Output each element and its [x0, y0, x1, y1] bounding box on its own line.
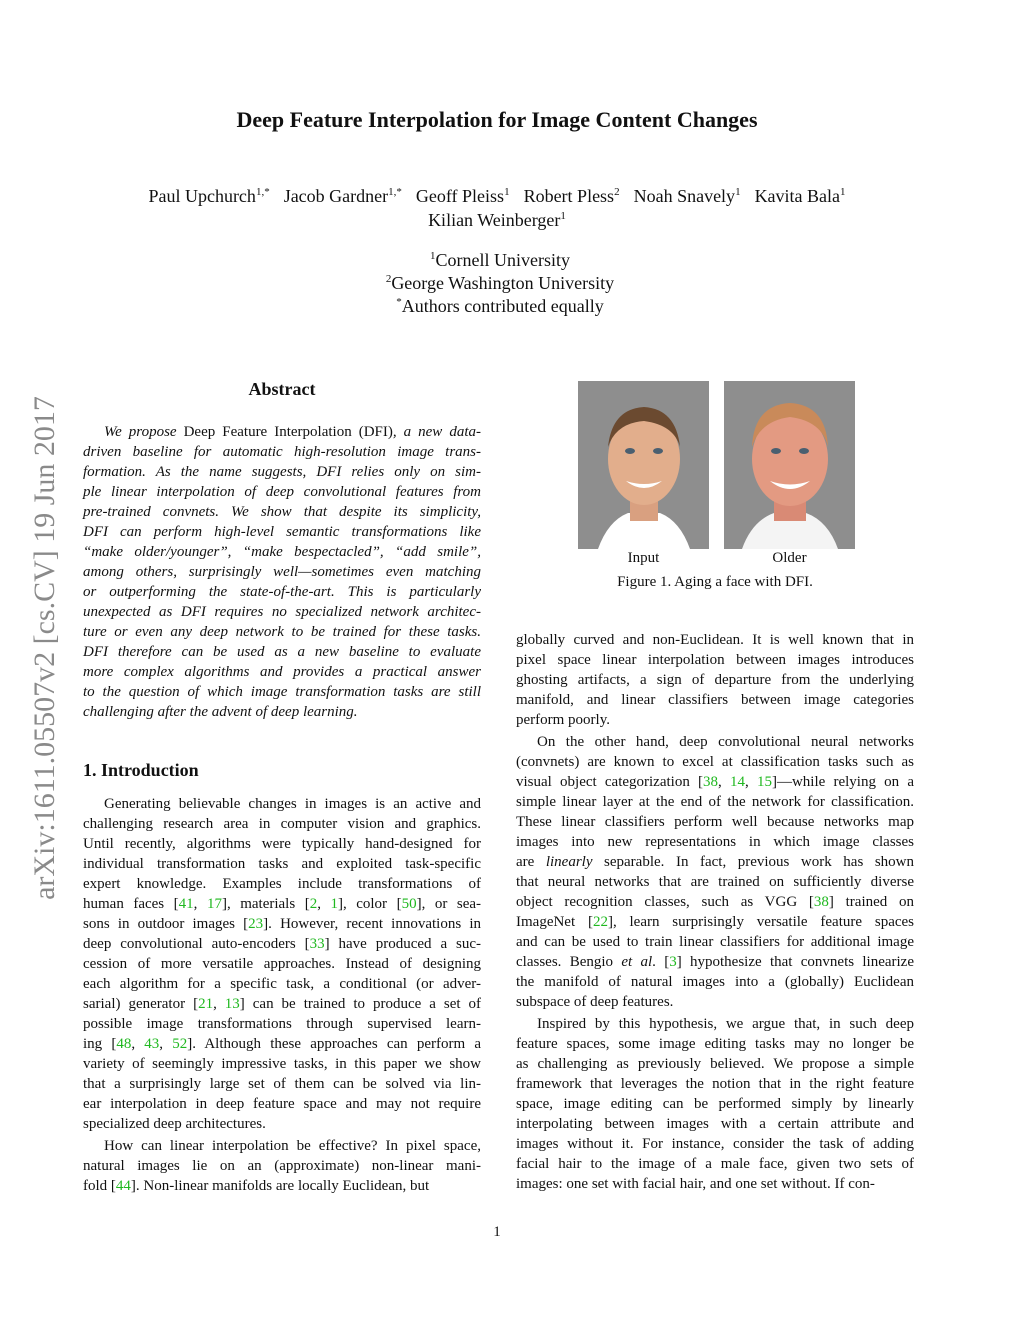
text-line: images into new representations in which image classes — [516, 834, 914, 850]
text-line: as challenging as previously believed. We propose a simple — [516, 1056, 914, 1072]
text-line: feature spaces, some image editing tasks may no longer be — [516, 1036, 914, 1052]
text-line: ple linear interpolation of deep convolutional features from — [83, 484, 481, 500]
citation-link[interactable]: 38 — [703, 774, 719, 790]
author — [148, 186, 269, 206]
text-line: fold [44]. Non-linear manifolds are locally Euclidean, but — [83, 1178, 430, 1194]
author-affiliation-marker: 1,* — [255, 186, 270, 198]
text-line: images without it. For instance, consider the task of adding — [516, 1136, 914, 1152]
text-line: driven baseline for automatic high-resolution image trans- — [83, 444, 481, 460]
citation-link[interactable]: 3 — [669, 954, 677, 970]
text-line: DFI can perform high-level semantic transformations like — [83, 524, 481, 540]
author-name: Paul Upchurch — [148, 186, 256, 206]
affiliation — [0, 273, 1000, 294]
text-line: sarial) generator [21, 13] can be trained to produce a set of — [83, 996, 482, 1012]
text-line: Inspired by this hypothesis, we argue that, in such deep — [537, 1016, 914, 1032]
citation-link[interactable]: 33 — [309, 936, 325, 952]
text-line: ear interpolation in deep feature space and may not require — [83, 1096, 481, 1112]
citation-link[interactable]: 50 — [401, 896, 417, 912]
author-affiliation-marker: 1,* — [388, 186, 402, 198]
paragraph — [516, 732, 914, 1012]
author-name: Robert Pless — [523, 186, 615, 206]
text-line: individual transformation tasks and exploited task-specific — [83, 856, 481, 872]
affiliation-name: George Washington University — [391, 273, 615, 293]
citation-link[interactable]: 44 — [115, 1178, 131, 1194]
text-line: Generating believable changes in images is an active and — [104, 796, 481, 812]
text-line: among others, surprisingly well—sometimes even matching — [83, 564, 481, 580]
author — [284, 186, 402, 206]
text-line: images: one set with facial hair, and one set without. If con- — [516, 1176, 875, 1192]
citation-link[interactable]: 22 — [592, 914, 608, 930]
citation-link[interactable]: 14 — [729, 774, 745, 790]
citation-link[interactable]: 48 — [116, 1036, 132, 1052]
paragraph — [516, 630, 914, 730]
text-line: object recognition classes, such as VGG [38] trained on — [516, 894, 914, 910]
text-line: or outperforming the state-of-the-art. This is particularly — [83, 584, 481, 600]
text-line: framework that leverages the notion that in the right feature — [516, 1076, 914, 1092]
introduction-heading: 1. Introduction — [83, 760, 199, 780]
author-list — [0, 186, 994, 207]
figure-1 — [578, 381, 855, 554]
text-line: specialized deep architectures. — [83, 1116, 266, 1132]
text-line: that a surprisingly large set of them can be solved via lin- — [83, 1076, 481, 1092]
author-list-continued — [0, 210, 994, 231]
affiliation-marker: 1 — [430, 250, 436, 262]
paragraph — [83, 422, 481, 722]
citation-link[interactable]: 43 — [144, 1036, 160, 1052]
text-line: interpolating between images with a certain attribute and — [516, 1116, 914, 1132]
citation-link[interactable]: 21 — [198, 996, 214, 1012]
author — [634, 186, 741, 206]
text-line: to the question of which image transformation tasks are still — [83, 684, 481, 700]
emphasis: linearly — [545, 854, 593, 870]
text-line: are linearly separable. In fact, previous work has shown — [516, 854, 914, 870]
author-name: Kavita Bala — [754, 186, 841, 206]
text-line: pre-trained convnets. We show that despite its simplicity, — [83, 504, 481, 520]
text-line: sons in outdoor images [23]. However, recent innovations in — [83, 916, 481, 932]
citation-link[interactable]: 1 — [330, 896, 338, 912]
paper-title: Deep Feature Interpolation for Image Content Changes — [236, 107, 758, 132]
author-affiliation-marker: 2 — [614, 186, 620, 198]
text-line: that neural networks that are trained on sufficiently diverse — [516, 874, 914, 890]
text-line: subspace of deep features. — [516, 994, 674, 1010]
text-line: more complex algorithms and provides a practical answer — [83, 664, 481, 680]
citation-link[interactable]: 17 — [206, 896, 222, 912]
affiliation-marker: * — [396, 296, 402, 308]
text-line: expert knowledge. Examples include transformations of — [83, 876, 481, 892]
text-line: Until recently, algorithms were typically hand-designed for — [83, 836, 481, 852]
text-line: We propose Deep Feature Interpolation (DFI), a new data- — [104, 424, 481, 440]
text-line: classes. Bengio et al. [3] hypothesize that convnets linearize — [516, 954, 915, 970]
text-line: DFI therefore can be used as a new baseline to evaluate — [83, 644, 481, 660]
text-line: ImageNet [22], learn surprisingly versatile feature spaces — [516, 914, 914, 930]
text-line: These linear classifiers perform well because networks map — [516, 814, 914, 830]
author-name: Kilian Weinberger — [428, 210, 561, 230]
text-line: challenging after the advent of deep learning. — [83, 704, 358, 720]
author-affiliation-marker: 1 — [560, 210, 566, 222]
citation-link[interactable]: 38 — [813, 894, 829, 910]
author-affiliation-marker: 1 — [735, 186, 741, 198]
text-line: human faces [41, 17], materials [2, 1], color [50], or sea- — [83, 896, 481, 912]
introduction-body — [83, 794, 481, 1198]
citation-link[interactable]: 52 — [172, 1036, 188, 1052]
text-line: each algorithm for a specific task, a conditional (or adver- — [83, 976, 481, 992]
text-line: variety of seemingly impressive tasks, in this paper we show — [83, 1056, 481, 1072]
abstract-body — [83, 422, 481, 724]
input-face-image — [578, 381, 709, 549]
text-line: cession of more versatile approaches. Instead of designing — [83, 956, 481, 972]
figure-label-input: Input — [627, 550, 660, 566]
text-line: On the other hand, deep convolutional neural networks — [537, 734, 914, 750]
citation-link[interactable]: 2 — [309, 896, 318, 912]
paragraph — [83, 1136, 481, 1196]
author — [755, 186, 846, 206]
figure-label-older: Older — [772, 550, 807, 566]
text-line: possible image transformations through supervised learn- — [83, 1016, 481, 1032]
text-line: ture or even any deep network to be trained for these tasks. — [83, 624, 481, 640]
text-line: the manifold of natural images into a (globally) Euclidean — [516, 974, 914, 990]
text-line: and can be used to train linear classifiers for additional image — [516, 934, 914, 950]
text-line: formation. As the name suggests, DFI relies only on sim- — [83, 464, 481, 480]
citation-link[interactable]: 23 — [248, 916, 264, 932]
figure-images — [578, 381, 855, 549]
author-affiliation-marker: 1 — [840, 186, 846, 198]
citation-link[interactable]: 15 — [756, 774, 772, 790]
author-name: Noah Snavely — [633, 186, 736, 206]
affiliation-name: Cornell University — [435, 250, 570, 270]
text-line: ghosting artifacts, a sign of departure from the underlying — [516, 672, 914, 688]
text-line: space, image editing can be performed simply by linearly — [516, 1096, 914, 1112]
affiliation-name: Authors contributed equally — [401, 296, 604, 316]
affiliation-marker: 2 — [385, 273, 392, 285]
text-line: natural images lie on an (approximate) non-linear mani- — [83, 1158, 481, 1174]
affiliation — [0, 296, 1000, 317]
text-line: How can linear interpolation be effective? In pixel space, — [104, 1138, 481, 1154]
text-line: manifold, and linear classifiers between image categories — [516, 692, 914, 708]
text-line: unexpected as DFI requires no specialized network architec- — [83, 604, 481, 620]
text-line: facial hair to the image of a male face, given two sets of — [516, 1156, 914, 1172]
older-face-image — [724, 381, 855, 549]
text-line: pixel space linear interpolation between images introduces — [516, 652, 914, 668]
text-line: deep convolutional auto-encoders [33] have produced a suc- — [83, 936, 481, 952]
author — [416, 186, 510, 206]
text-line: simple linear layer at the end of the network for classification. — [516, 794, 914, 810]
text-line: “make older/younger”, “make bespectacled”, “add smile”, — [83, 544, 481, 560]
page-number: 1 — [493, 1224, 501, 1240]
text-line: ing [48, 43, 52]. Although these approaches can perform a — [83, 1036, 481, 1052]
author — [524, 186, 620, 206]
paragraph — [83, 794, 481, 1134]
affiliation — [0, 250, 1000, 271]
text-line: perform poorly. — [516, 712, 610, 728]
abstract-heading: Abstract — [248, 379, 316, 399]
text-line: visual object categorization [38, 14, 15]—while relying on a — [516, 774, 914, 790]
text-line: challenging research area in computer vision and graphics. — [83, 816, 481, 832]
text-line: globally curved and non-Euclidean. It is well known that in — [516, 632, 914, 648]
author-name: Geoff Pleiss — [415, 186, 505, 206]
paragraph — [516, 1014, 914, 1194]
emphasis: et al — [621, 954, 653, 970]
arxiv-stamp: arXiv:1611.05507v2 [cs.CV] 19 Jun 2017 — [28, 396, 61, 900]
citation-link[interactable]: 13 — [224, 996, 240, 1012]
term: Deep Feature Interpolation (DFI) — [183, 424, 393, 440]
author — [428, 210, 566, 230]
author-affiliation-marker: 1 — [504, 186, 510, 198]
author-name: Jacob Gardner — [283, 186, 389, 206]
text-line: (convnets) are known to excel at classification tasks such as — [516, 754, 914, 770]
right-column-body — [516, 630, 914, 1196]
figure-caption: Figure 1. Aging a face with DFI. — [617, 574, 813, 590]
citation-link[interactable]: 41 — [178, 896, 194, 912]
